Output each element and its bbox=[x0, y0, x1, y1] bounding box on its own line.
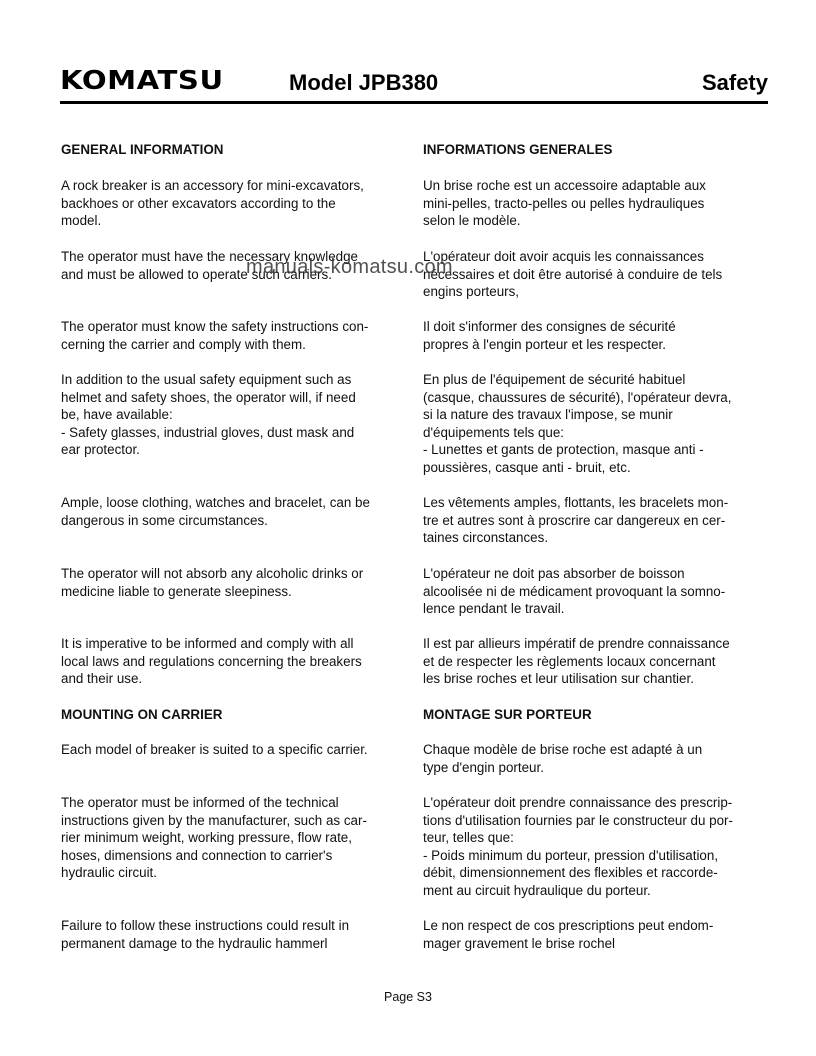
model-title: Model JPB380 bbox=[289, 70, 439, 95]
paragraph: In addition to the usual safety equipment such as helmet and safety shoes, the operator will, if need be, have available: - Safety glasses, industrial gloves, dust mask and ear protector. bbox=[61, 372, 356, 457]
paragraph: Il est par allieurs impératif de prendre connaissance et de respecter les règlements locaux concernant les brise roches et leur utilisation sur chantier. bbox=[423, 636, 730, 686]
page-header bbox=[60, 66, 768, 102]
paragraph: A rock breaker is an accessory for mini-excavators, backhoes or other excavators according to the model. bbox=[61, 178, 364, 228]
paragraph: Le non respect de cos prescriptions peut endom- mager gravement le brise rochel bbox=[423, 918, 714, 951]
paragraph: Each model of breaker is suited to a specific carrier. bbox=[61, 742, 368, 757]
paragraph: L'opérateur ne doit pas absorber de boisson alcoolisée ni de médicament provoquant la somno- lence pendant le travail. bbox=[423, 566, 726, 616]
komatsu-logo: KOMATSU bbox=[60, 66, 224, 96]
paragraph: The operator must know the safety instructions con- cerning the carrier and comply with them. bbox=[61, 319, 369, 352]
paragraph: The operator must have the necessary knowledge and must be allowed to operate such carriers. bbox=[61, 249, 358, 282]
heading-mounting-on-carrier: MOUNTING ON CARRIER bbox=[61, 707, 223, 722]
paragraph: Failure to follow these instructions could result in permanent damage to the hydraulic hammerl bbox=[61, 918, 350, 951]
paragraph: The operator will not absorb any alcoholic drinks or medicine liable to generate sleepiness. bbox=[61, 566, 364, 599]
heading-informations-generales: INFORMATIONS GENERALES bbox=[423, 142, 613, 157]
paragraph: L'opérateur doit avoir acquis les connaissances nécessaires et doit être autorisé à conduire de tels engins porteurs, bbox=[423, 249, 723, 299]
section-title: Safety bbox=[701, 70, 768, 95]
paragraph: Les vêtements amples, flottants, les bracelets mon- tre et autres sont à proscrire car dangereux en cer- taines circonstances. bbox=[423, 495, 729, 545]
paragraph: It is imperative to be informed and comply with all local laws and regulations concerning the breakers and their use. bbox=[61, 636, 362, 686]
paragraph: Ample, loose clothing, watches and bracelet, can be dangerous in some circumstances. bbox=[61, 495, 370, 528]
paragraph: L'opérateur doit prendre connaissance des prescrip- tions d'utilisation fournies par le constructeur du por- teur, telles que: - Poids minimum du porteur, pression d'utilisation, débit, dimensionnement des flexibles et raccorde- ment au circuit hydraulique du porteur. bbox=[423, 795, 733, 898]
paragraph: Un brise roche est un accessoire adaptable aux mini-pelles, tracto-pelles ou pelles hydrauliques selon le modèle. bbox=[423, 178, 706, 228]
heading-general-information: GENERAL INFORMATION bbox=[61, 142, 224, 157]
header-rule bbox=[60, 101, 768, 104]
paragraph: The operator must be informed of the technical instructions given by the manufacturer, such as car- rier minimum weight, working pressure, flow rate, hoses, dimensions and connection to carrier's hydraulic circuit. bbox=[61, 795, 367, 880]
paragraph: Chaque modèle de brise roche est adapté à un type d'engin porteur. bbox=[423, 742, 703, 775]
heading-montage-sur-porteur: MONTAGE SUR PORTEUR bbox=[423, 707, 592, 722]
paragraph: Il doit s'informer des consignes de sécurité propres à l'engin porteur et les respecter. bbox=[423, 319, 676, 352]
paragraph: En plus de l'équipement de sécurité habituel (casque, chaussures de sécurité), l'opérateur devra, si la nature des travaux l'impose, se munir d'équipements tels que: - Lunettes et gants de protection, masque anti - poussières, casque anti - bruit, etc. bbox=[423, 372, 732, 475]
page-number: Page S3 bbox=[384, 990, 432, 1004]
watermark-text: manuals-komatsu.com bbox=[246, 256, 453, 278]
